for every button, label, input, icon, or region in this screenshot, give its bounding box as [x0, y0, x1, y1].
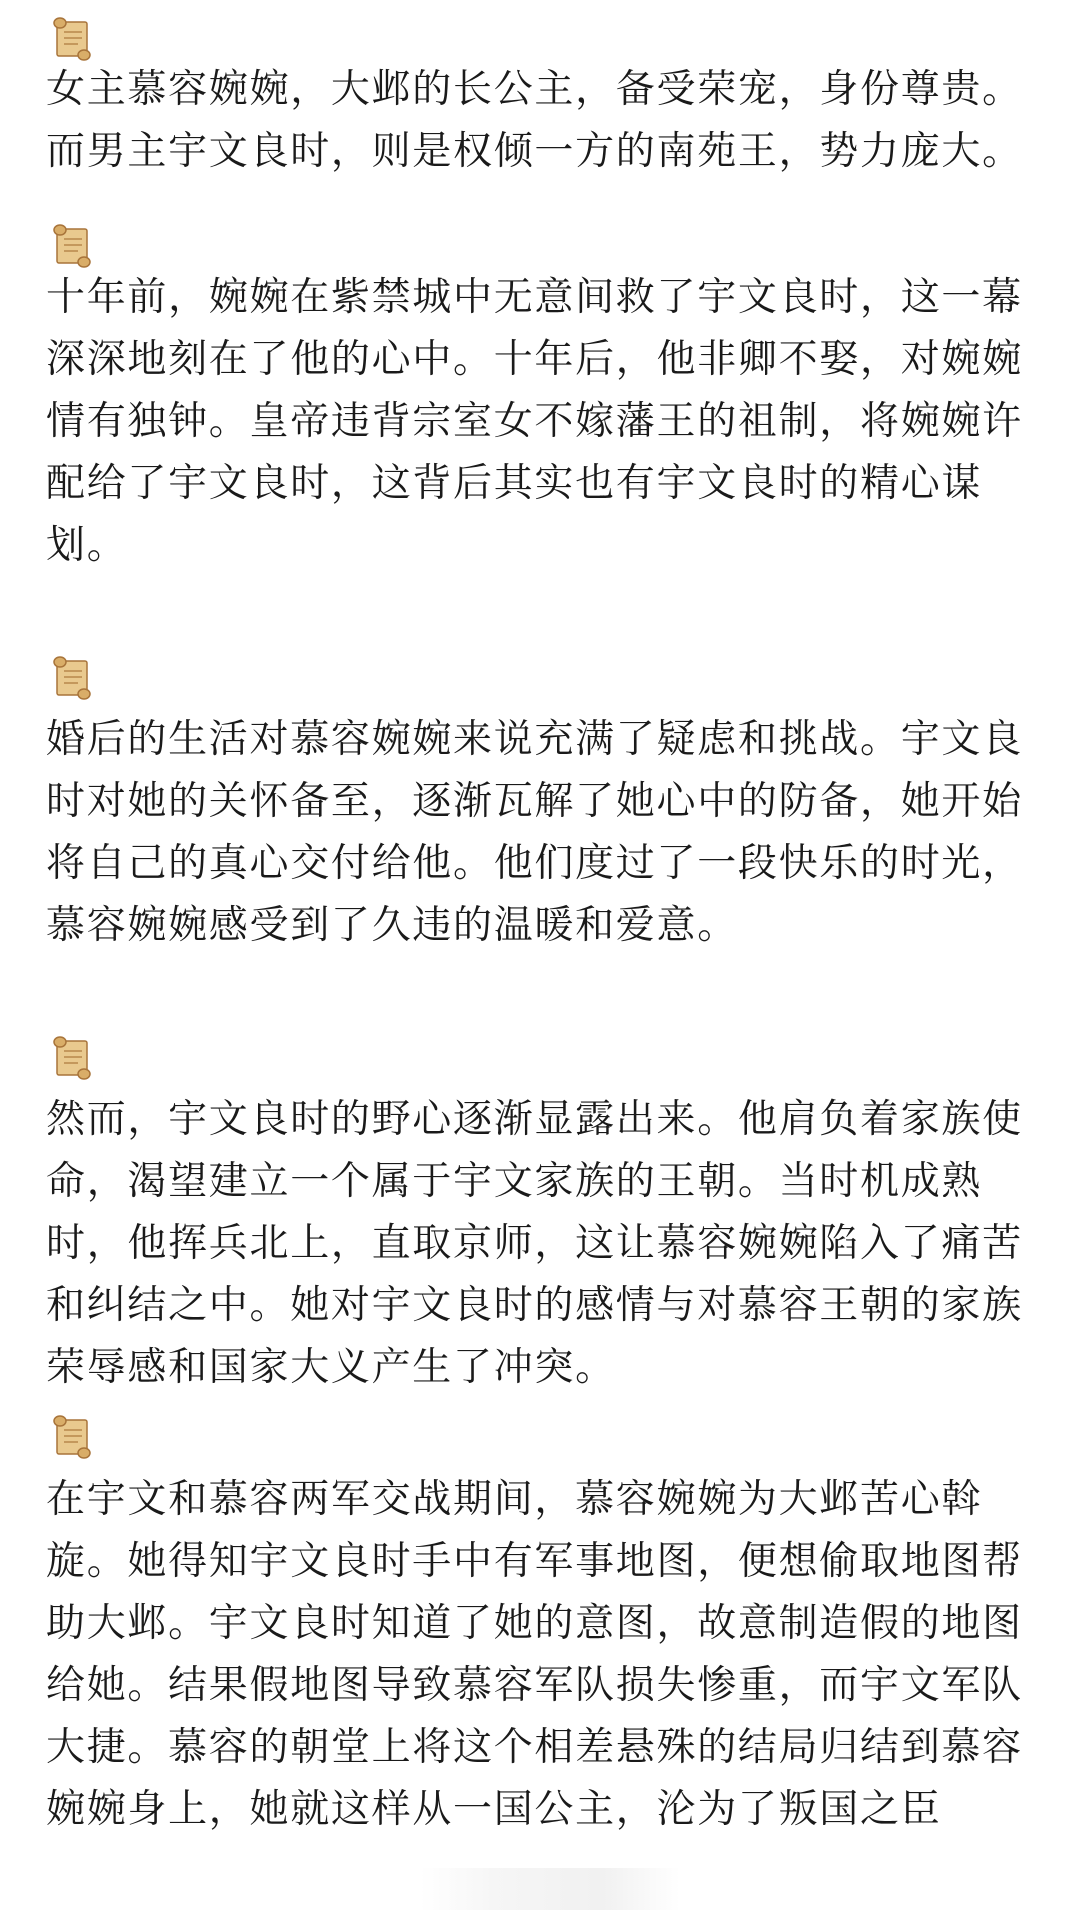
paragraph-3: 婚后的生活对慕容婉婉来说充满了疑虑和挑战。宇文良时对她的关怀备至，逐渐瓦解了她心中的防备，她开始将自己的真心交付给他。他们度过了一段快乐的时光，慕容婉婉感受到了久违的温暖和爱意。 [46, 717, 1023, 948]
paragraph-2: 十年前，婉婉在紫禁城中无意间救了宇文良时，这一幕深深地刻在了他的心中。十年后，他非卿不娶，对婉婉情有独钟。皇帝违背宗室女不嫁藩王的祖制，将婉婉许配给了宇文良时，这背后其实也有宇文良时的精心谋划。 [46, 275, 1023, 568]
scroll-icon [48, 653, 98, 703]
scroll-icon [48, 1033, 98, 1083]
scroll-icon [48, 1412, 98, 1462]
scroll-icon [48, 221, 98, 271]
scroll-icon [48, 14, 98, 64]
paragraph-4: 然而，宇文良时的野心逐渐显露出来。他肩负着家族使命，渴望建立一个属于宇文家族的王朝。当时机成熟时，他挥兵北上，直取京师，这让慕容婉婉陷入了痛苦和纠结之中。她对宇文良时的感情与对慕容王朝的家族荣辱感和国家大义产生了冲突。 [46, 1097, 1023, 1390]
paragraph-1: 女主慕容婉婉，大邺的长公主，备受荣宠，身份尊贵。而男主宇文良时，则是权倾一方的南苑王，势力庞大。 [46, 67, 1023, 174]
paragraph-5: 在宇文和慕容两军交战期间，慕容婉婉为大邺苦心斡旋。她得知宇文良时手中有军事地图，便想偷取地图帮助大邺。宇文良时知道了她的意图，故意制造假的地图给她。结果假地图导致慕容军队损失惨重，而宇文军队大捷。慕容的朝堂上将这个相差悬殊的结局归结到慕容婉婉身上，她就这样从一国公主，沦为了叛国之臣 [46, 1477, 1023, 1832]
watermark-fade [420, 1868, 680, 1910]
